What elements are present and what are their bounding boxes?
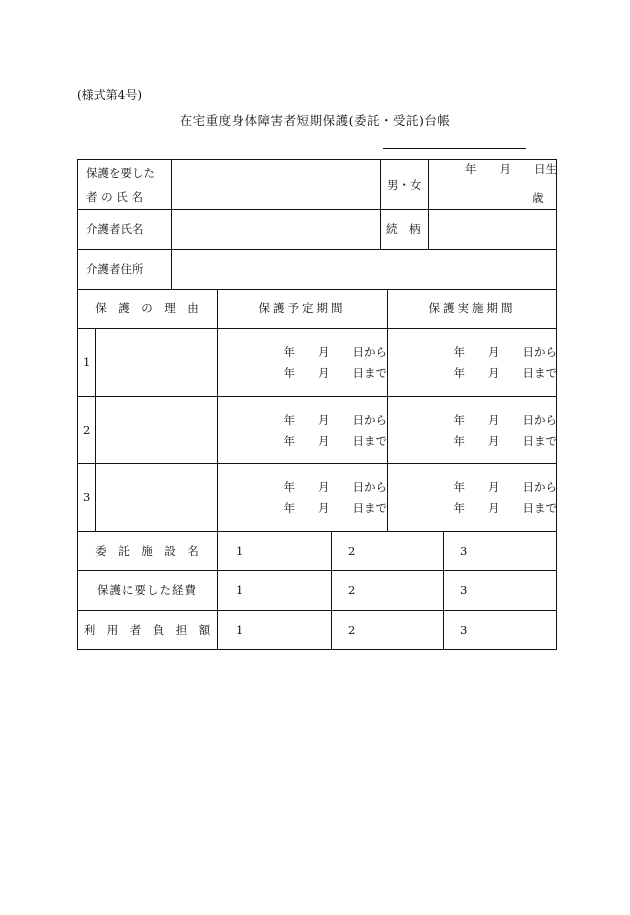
planned-to: 年 月 日まで xyxy=(283,434,387,448)
actual-period-header: 保護実施期間 xyxy=(428,301,516,315)
form-number: (様式第4号) xyxy=(77,88,142,102)
grid-line xyxy=(331,531,332,650)
actual-to: 年 月 日まで xyxy=(453,434,557,448)
burden-col-1: 1 xyxy=(236,623,244,637)
grid-line xyxy=(217,289,218,650)
facility-col-3: 3 xyxy=(460,544,468,558)
grid-line xyxy=(380,159,381,249)
grid-line xyxy=(77,159,557,160)
cost-col-2: 2 xyxy=(348,583,356,597)
planned-to: 年 月 日まで xyxy=(283,501,387,515)
grid-line xyxy=(443,531,444,650)
grid-line xyxy=(428,159,429,249)
reason-header: 保 護 の 理 由 xyxy=(95,301,199,315)
cost-col-3: 3 xyxy=(460,583,468,597)
grid-line xyxy=(77,570,557,571)
birth-date-field: 年 月 日生 xyxy=(465,162,557,176)
grid-line xyxy=(77,463,557,464)
row-number: 2 xyxy=(83,423,91,437)
grid-line xyxy=(77,328,557,329)
burden-label: 利 用 者 負 担 額 xyxy=(83,623,211,637)
caregiver-address-label: 介護者住所 xyxy=(86,262,144,276)
grid-line xyxy=(95,328,96,531)
name-label: 者 の 氏 名 xyxy=(86,190,143,204)
planned-from: 年 月 日から xyxy=(283,413,387,427)
sex-label: 男・女 xyxy=(387,178,422,192)
planned-period-header: 保護予定期間 xyxy=(258,301,346,315)
caregiver-name-label: 介護者氏名 xyxy=(86,222,144,236)
row-number: 1 xyxy=(83,355,91,369)
planned-from: 年 月 日から xyxy=(283,480,387,494)
facility-col-2: 2 xyxy=(348,544,356,558)
document-title: 在宅重度身体障害者短期保護(委託・受託)台帳 xyxy=(179,113,451,128)
actual-from: 年 月 日から xyxy=(453,480,557,494)
name-label: 保護を要した xyxy=(86,166,155,180)
ledger-table xyxy=(77,159,557,650)
facility-label: 委 託 施 設 名 xyxy=(95,544,199,558)
grid-line xyxy=(77,289,557,290)
grid-line xyxy=(77,209,557,210)
cost-col-1: 1 xyxy=(236,583,244,597)
row-number: 3 xyxy=(83,490,91,504)
grid-line xyxy=(387,289,388,531)
signature-underline xyxy=(383,148,526,149)
planned-from: 年 月 日から xyxy=(283,345,387,359)
actual-from: 年 月 日から xyxy=(453,345,557,359)
facility-col-1: 1 xyxy=(236,544,244,558)
burden-col-2: 2 xyxy=(348,623,356,637)
age-unit: 歳 xyxy=(532,191,544,205)
grid-line xyxy=(77,249,557,250)
grid-line xyxy=(77,610,557,611)
grid-line xyxy=(77,649,557,650)
grid-line xyxy=(556,159,557,650)
grid-line xyxy=(171,159,172,289)
cost-label: 保護に要した経費 xyxy=(97,583,197,597)
burden-col-3: 3 xyxy=(460,623,468,637)
actual-to: 年 月 日まで xyxy=(453,501,557,515)
planned-to: 年 月 日まで xyxy=(283,366,387,380)
grid-line xyxy=(77,396,557,397)
actual-from: 年 月 日から xyxy=(453,413,557,427)
actual-to: 年 月 日まで xyxy=(453,366,557,380)
grid-line xyxy=(77,531,557,532)
grid-line xyxy=(77,159,78,650)
relationship-label: 続 柄 xyxy=(386,222,421,236)
